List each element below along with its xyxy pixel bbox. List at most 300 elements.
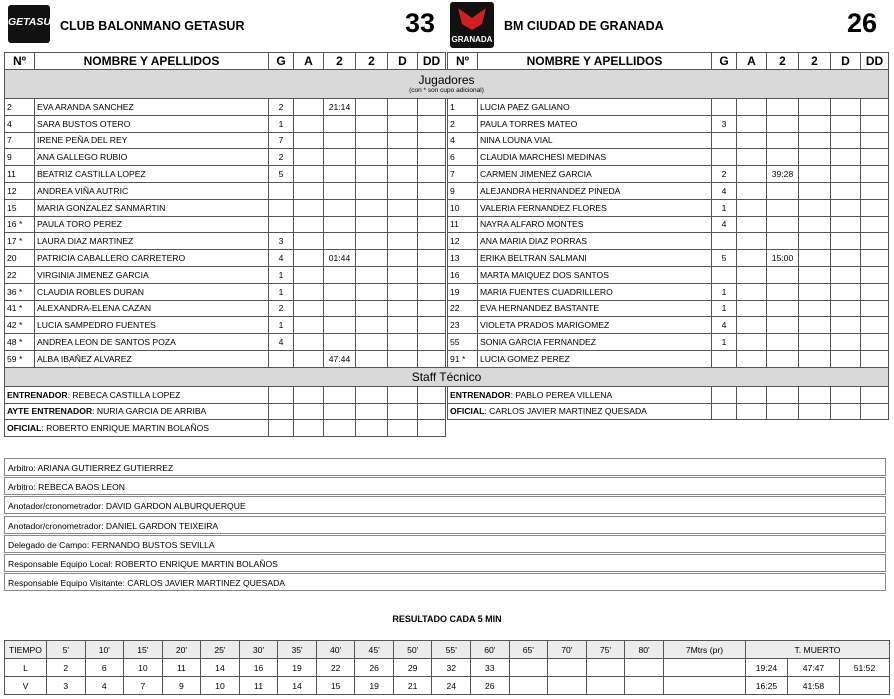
results-value-cell <box>625 677 664 695</box>
player-s2-cell <box>799 300 831 317</box>
player-row <box>5 132 889 149</box>
player-row <box>5 233 889 250</box>
official-line: Delegado de Campo: FERNANDO BUSTOS SEVILLA <box>4 535 886 553</box>
player-s1-cell <box>767 334 799 351</box>
player-row <box>5 334 889 351</box>
player-num-cell: 7 <box>5 132 35 149</box>
player-row <box>5 317 889 334</box>
player-num-cell: 36 * <box>5 283 35 300</box>
player-s2-cell <box>356 115 388 132</box>
home-col-header: 2 <box>356 53 388 70</box>
player-d-cell <box>831 300 861 317</box>
player-s1-cell <box>767 283 799 300</box>
player-g-cell <box>269 199 294 216</box>
player-g-cell <box>712 266 737 283</box>
player-dd-cell <box>861 350 889 367</box>
player-s2-cell <box>799 283 831 300</box>
player-num-cell: 22 <box>448 300 478 317</box>
player-s2-cell <box>356 300 388 317</box>
player-name-cell: ALBA IBAÑEZ ALVAREZ <box>35 350 269 367</box>
results-col-header: 65' <box>509 641 548 659</box>
home-team-name: CLUB BALONMANO GETASUR <box>60 19 245 33</box>
results-value-cell <box>586 659 625 677</box>
player-g-cell: 1 <box>712 199 737 216</box>
player-row <box>5 166 889 183</box>
player-dd-cell <box>861 132 889 149</box>
official-line: Arbitro: ARIANA GUTIERREZ GUTIERREZ <box>4 458 886 476</box>
player-s2-cell <box>356 166 388 183</box>
results-value-cell: 6 <box>85 659 124 677</box>
player-dd-cell <box>861 266 889 283</box>
results-col-header: 15' <box>124 641 163 659</box>
away-team-name: BM CIUDAD DE GRANADA <box>504 19 664 33</box>
player-dd-cell <box>861 115 889 132</box>
player-s1-cell <box>767 115 799 132</box>
player-a-cell <box>737 334 767 351</box>
player-s2-cell <box>799 266 831 283</box>
player-a-cell <box>737 99 767 116</box>
home-col-header: 2 <box>324 53 356 70</box>
player-num-cell: 17 * <box>5 233 35 250</box>
player-g-cell <box>269 216 294 233</box>
player-s2-cell <box>356 99 388 116</box>
player-row <box>5 182 889 199</box>
player-d-cell <box>831 266 861 283</box>
player-s1-cell <box>324 266 356 283</box>
player-row <box>5 283 889 300</box>
player-s1-cell <box>767 132 799 149</box>
results-col-header: 30' <box>239 641 278 659</box>
player-s2-cell <box>799 334 831 351</box>
player-g-cell: 5 <box>712 250 737 267</box>
player-name-cell: CLAUDIA MARCHESI MEDINAS <box>478 149 712 166</box>
away-score: 26 <box>847 8 878 38</box>
player-num-cell: 10 <box>448 199 478 216</box>
results-value-cell: 33 <box>471 659 510 677</box>
player-dd-cell <box>418 317 446 334</box>
player-name-cell: MARTA MAIQUEZ DOS SANTOS <box>478 266 712 283</box>
home-col-header: NOMBRE Y APELLIDOS <box>35 53 269 70</box>
official-line: Arbitro: REBECA BAOS LEON <box>4 477 886 495</box>
player-row <box>5 250 889 267</box>
player-s1-cell <box>324 149 356 166</box>
player-num-cell: 12 <box>5 182 35 199</box>
player-g-cell: 3 <box>712 115 737 132</box>
results-value-cell: 22 <box>316 659 355 677</box>
player-dd-cell <box>418 199 446 216</box>
player-name-cell: ANDREA LEON DE SANTOS POZA <box>35 334 269 351</box>
away-team-logo <box>450 2 494 48</box>
player-name-cell: VALERIA FERNANDEZ FLORES <box>478 199 712 216</box>
player-name-cell: MARIA GONZALEZ SANMARTIN <box>35 199 269 216</box>
player-s1-cell: 47:44 <box>324 350 356 367</box>
results-col-header: 40' <box>316 641 355 659</box>
player-g-cell: 1 <box>269 317 294 334</box>
player-s2-cell <box>799 99 831 116</box>
official-line: Responsable Equipo Visitante: CARLOS JAVIER MARTINEZ QUESADA <box>4 573 886 591</box>
player-dd-cell <box>861 300 889 317</box>
svg-text:GRANADA: GRANADA <box>451 35 493 44</box>
staff-role: ENTRENADOR <box>7 389 68 400</box>
player-num-cell: 9 <box>5 149 35 166</box>
player-d-cell <box>388 132 418 149</box>
results-row-label: V <box>5 677 47 695</box>
player-s1-cell <box>324 233 356 250</box>
players-section-title: Jugadores <box>418 72 475 87</box>
results-value-cell: 32 <box>432 659 471 677</box>
player-dd-cell <box>418 132 446 149</box>
player-name-cell: EVA HERNANDEZ BASTANTE <box>478 300 712 317</box>
player-d-cell <box>388 266 418 283</box>
player-s1-cell <box>324 300 356 317</box>
player-a-cell <box>294 149 324 166</box>
player-s1-cell <box>767 300 799 317</box>
player-dd-cell <box>861 233 889 250</box>
results-row <box>5 659 890 677</box>
staff-name: : REBECA CASTILLA LOPEZ <box>67 389 181 400</box>
staff-section-header <box>5 367 889 386</box>
player-d-cell <box>831 115 861 132</box>
player-g-cell: 1 <box>712 300 737 317</box>
player-name-cell: BEATRIZ CASTILLA LOPEZ <box>35 166 269 183</box>
away-col-header: Nº <box>448 53 478 70</box>
player-s1-cell <box>324 283 356 300</box>
away-col-header: NOMBRE Y APELLIDOS <box>478 53 712 70</box>
player-a-cell <box>294 350 324 367</box>
away-col-header: DD <box>861 53 889 70</box>
player-num-cell: 15 <box>5 199 35 216</box>
player-s1-cell <box>767 350 799 367</box>
away-col-header: 2 <box>767 53 799 70</box>
player-d-cell <box>388 300 418 317</box>
player-dd-cell <box>418 115 446 132</box>
player-d-cell <box>388 149 418 166</box>
staff-cell <box>448 403 712 420</box>
timeout-cell: 16:25 <box>745 677 787 695</box>
player-s2-cell <box>356 350 388 367</box>
staff-cell <box>5 386 269 403</box>
results-col-header: TIEMPO <box>5 641 47 659</box>
staff-name: : PABLO PEREA VILLENA <box>510 389 613 400</box>
results-value-cell <box>548 677 587 695</box>
player-a-cell <box>737 266 767 283</box>
player-d-cell <box>831 182 861 199</box>
player-s2-cell <box>799 216 831 233</box>
player-a-cell <box>737 199 767 216</box>
player-s2-cell <box>799 132 831 149</box>
results-table <box>4 640 890 695</box>
player-name-cell: VIRGINIA JIMENEZ GARCIA <box>35 266 269 283</box>
player-a-cell <box>294 300 324 317</box>
player-g-cell: 2 <box>269 149 294 166</box>
player-g-cell <box>712 233 737 250</box>
player-name-cell: CLAUDIA ROBLES DURAN <box>35 283 269 300</box>
timeout-cell: 47:47 <box>787 659 839 677</box>
player-num-cell: 2 <box>5 99 35 116</box>
player-d-cell <box>388 199 418 216</box>
away-col-header: 2 <box>799 53 831 70</box>
players-section-subtitle: (con * son cupo adicional) <box>409 86 484 94</box>
player-a-cell <box>737 283 767 300</box>
results-value-cell: 11 <box>162 659 201 677</box>
player-s2-cell <box>799 250 831 267</box>
player-num-cell: 91 * <box>448 350 478 367</box>
official-line: Anotador/cronometrador: DAVID GARDON ALBURQUERQUE <box>4 496 886 514</box>
staff-cell <box>5 420 269 437</box>
player-s1-cell <box>767 216 799 233</box>
player-s1-cell <box>324 132 356 149</box>
results-col-header: 20' <box>162 641 201 659</box>
player-a-cell <box>737 149 767 166</box>
home-score: 33 <box>405 8 436 38</box>
results-row-label: L <box>5 659 47 677</box>
player-a-cell <box>737 166 767 183</box>
player-a-cell <box>294 199 324 216</box>
results-value-cell: 10 <box>201 677 240 695</box>
player-dd-cell <box>418 166 446 183</box>
timeout-cell: 19:24 <box>745 659 787 677</box>
player-a-cell <box>737 350 767 367</box>
results-col-header: 45' <box>355 641 394 659</box>
staff-name: : CARLOS JAVIER MARTINEZ QUESADA <box>484 406 647 417</box>
player-a-cell <box>294 115 324 132</box>
away-col-header: G <box>712 53 737 70</box>
staff-name: : NURIA GARCIA DE ARRIBA <box>92 406 207 417</box>
player-row <box>5 216 889 233</box>
player-row <box>5 300 889 317</box>
player-dd-cell <box>418 149 446 166</box>
player-dd-cell <box>861 283 889 300</box>
player-num-cell: 22 <box>5 266 35 283</box>
staff-cell <box>5 403 269 420</box>
away-col-header: D <box>831 53 861 70</box>
player-s2-cell <box>356 149 388 166</box>
staff-role: OFICIAL <box>7 423 42 434</box>
staff-role: OFICIAL <box>450 406 485 417</box>
player-s1-cell: 39:28 <box>767 166 799 183</box>
roster-table <box>4 52 889 437</box>
player-g-cell: 4 <box>269 334 294 351</box>
player-s1-cell: 01:44 <box>324 250 356 267</box>
player-name-cell: MARIA FUENTES CUADRILLERO <box>478 283 712 300</box>
player-name-cell: LAURA DIAZ MARTINEZ <box>35 233 269 250</box>
player-d-cell <box>388 216 418 233</box>
results-value-cell: 11 <box>239 677 278 695</box>
player-g-cell <box>269 350 294 367</box>
player-g-cell: 1 <box>712 334 737 351</box>
results-col-header: 80' <box>625 641 664 659</box>
player-name-cell: LUCIA SAMPEDRO FUENTES <box>35 317 269 334</box>
player-g-cell: 4 <box>712 317 737 334</box>
player-num-cell: 55 <box>448 334 478 351</box>
player-num-cell: 48 * <box>5 334 35 351</box>
column-header-row <box>5 53 889 70</box>
player-num-cell: 59 * <box>5 350 35 367</box>
player-a-cell <box>294 182 324 199</box>
player-d-cell <box>831 317 861 334</box>
player-d-cell <box>388 283 418 300</box>
player-g-cell: 4 <box>712 182 737 199</box>
player-s2-cell <box>799 199 831 216</box>
player-name-cell: CARMEN JIMENEZ GARCIA <box>478 166 712 183</box>
player-s1-cell <box>767 199 799 216</box>
player-dd-cell <box>418 266 446 283</box>
player-a-cell <box>737 250 767 267</box>
results-value-cell: 29 <box>393 659 432 677</box>
player-d-cell <box>388 115 418 132</box>
player-dd-cell <box>418 233 446 250</box>
player-row <box>5 149 889 166</box>
player-dd-cell <box>861 216 889 233</box>
results-col-header: 5' <box>47 641 86 659</box>
player-d-cell <box>388 233 418 250</box>
player-num-cell: 9 <box>448 182 478 199</box>
home-team-logo: GETASUR <box>8 5 50 43</box>
player-s1-cell <box>324 166 356 183</box>
player-name-cell: LUCIA GOMEZ PEREZ <box>478 350 712 367</box>
results-col-header: 25' <box>201 641 240 659</box>
timeout-cell: 51:52 <box>839 659 889 677</box>
results-value-cell <box>625 659 664 677</box>
player-s2-cell <box>799 317 831 334</box>
player-name-cell: ALEJANDRA HERNANDEZ PINEDA <box>478 182 712 199</box>
results-value-cell <box>509 677 548 695</box>
player-g-cell: 2 <box>269 300 294 317</box>
player-dd-cell <box>418 99 446 116</box>
home-col-header: Nº <box>5 53 35 70</box>
player-num-cell: 4 <box>448 132 478 149</box>
timeout-cell: 41:58 <box>787 677 839 695</box>
results-col-header: 55' <box>432 641 471 659</box>
player-row <box>5 99 889 116</box>
player-s1-cell <box>324 334 356 351</box>
results-value-cell: 3 <box>47 677 86 695</box>
player-a-cell <box>294 166 324 183</box>
results-value-cell <box>663 677 745 695</box>
player-g-cell: 1 <box>712 283 737 300</box>
player-s1-cell <box>324 216 356 233</box>
player-d-cell <box>388 350 418 367</box>
player-row <box>5 350 889 367</box>
results-value-cell <box>509 659 548 677</box>
player-s1-cell <box>767 317 799 334</box>
player-s2-cell <box>356 199 388 216</box>
player-num-cell: 16 * <box>5 216 35 233</box>
player-g-cell <box>712 132 737 149</box>
player-s2-cell <box>356 182 388 199</box>
player-row <box>5 266 889 283</box>
player-dd-cell <box>861 334 889 351</box>
player-s1-cell: 21:14 <box>324 99 356 116</box>
player-dd-cell <box>418 216 446 233</box>
results-col-header: 60' <box>471 641 510 659</box>
results-value-cell: 19 <box>278 659 317 677</box>
staff-role: ENTRENADOR <box>450 389 511 400</box>
player-dd-cell <box>861 250 889 267</box>
player-num-cell: 2 <box>448 115 478 132</box>
players-section-header <box>5 70 889 99</box>
player-s2-cell <box>356 283 388 300</box>
player-s1-cell <box>324 199 356 216</box>
player-g-cell <box>712 99 737 116</box>
player-s1-cell <box>767 266 799 283</box>
player-d-cell <box>831 166 861 183</box>
results-col-header: 10' <box>85 641 124 659</box>
player-d-cell <box>831 99 861 116</box>
player-num-cell: 23 <box>448 317 478 334</box>
player-a-cell <box>737 182 767 199</box>
player-s2-cell <box>356 266 388 283</box>
player-s2-cell <box>356 334 388 351</box>
player-a-cell <box>294 283 324 300</box>
player-s2-cell <box>356 317 388 334</box>
player-num-cell: 4 <box>5 115 35 132</box>
player-name-cell: SONIA GARCIA FERNANDEZ <box>478 334 712 351</box>
player-g-cell <box>712 350 737 367</box>
player-name-cell: SARA BUSTOS OTERO <box>35 115 269 132</box>
staff-cell <box>448 386 712 403</box>
player-s2-cell <box>799 149 831 166</box>
player-d-cell <box>388 250 418 267</box>
player-num-cell: 12 <box>448 233 478 250</box>
results-value-cell: 16 <box>239 659 278 677</box>
player-num-cell: 7 <box>448 166 478 183</box>
player-g-cell: 1 <box>269 283 294 300</box>
player-d-cell <box>388 182 418 199</box>
player-num-cell: 11 <box>448 216 478 233</box>
player-g-cell: 2 <box>712 166 737 183</box>
timeout-header: T. MUERTO <box>745 641 889 659</box>
results-value-cell: 21 <box>393 677 432 695</box>
player-name-cell: ANDREA VIÑA AUTRIC <box>35 182 269 199</box>
player-num-cell: 13 <box>448 250 478 267</box>
player-d-cell <box>831 283 861 300</box>
results-col-header: 75' <box>586 641 625 659</box>
results-col-header: 50' <box>393 641 432 659</box>
results-col-header: 35' <box>278 641 317 659</box>
staff-role: AYTE ENTRENADOR <box>7 406 93 417</box>
player-s2-cell <box>356 233 388 250</box>
player-s1-cell: 15:00 <box>767 250 799 267</box>
player-s2-cell <box>356 250 388 267</box>
player-g-cell: 7 <box>269 132 294 149</box>
player-a-cell <box>737 233 767 250</box>
results-value-cell: 4 <box>85 677 124 695</box>
results-value-cell: 15 <box>316 677 355 695</box>
player-dd-cell <box>861 317 889 334</box>
results-value-cell <box>586 677 625 695</box>
player-name-cell: EVA ARANDA SANCHEZ <box>35 99 269 116</box>
player-name-cell: PATRICIA CABALLERO CARRETERO <box>35 250 269 267</box>
results-value-cell: 19 <box>355 677 394 695</box>
player-name-cell: VIOLETA PRADOS MARIGOMEZ <box>478 317 712 334</box>
player-a-cell <box>294 99 324 116</box>
official-line: Responsable Equipo Local: ROBERTO ENRIQUE MARTIN BOLAÑOS <box>4 554 886 572</box>
player-name-cell: PAULA TORO PEREZ <box>35 216 269 233</box>
player-g-cell <box>712 149 737 166</box>
player-s2-cell <box>799 233 831 250</box>
results-value-cell: 26 <box>355 659 394 677</box>
player-num-cell: 41 * <box>5 300 35 317</box>
player-dd-cell <box>418 350 446 367</box>
player-s1-cell <box>767 182 799 199</box>
player-row <box>5 115 889 132</box>
player-dd-cell <box>418 334 446 351</box>
home-col-header: G <box>269 53 294 70</box>
player-s1-cell <box>767 233 799 250</box>
home-col-header: A <box>294 53 324 70</box>
player-name-cell: NINA LOUNA VIAL <box>478 132 712 149</box>
